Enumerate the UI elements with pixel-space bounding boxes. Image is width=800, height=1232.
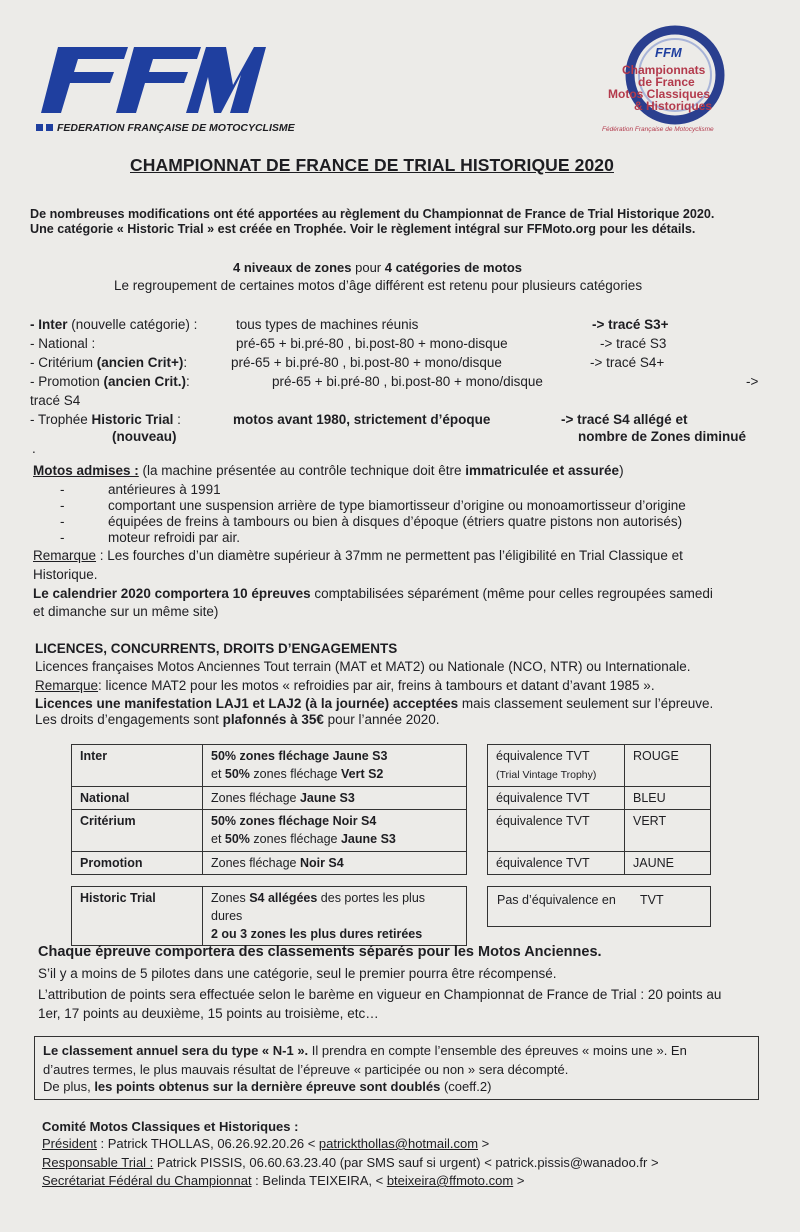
licences-line-3: Licences une manifestation LAJ1 et LAJ2 (à la journée) acceptées mais classement seulement sur l’épreuve. — [35, 696, 714, 711]
niveaux-sub: Le regroupement de certaines motos d’âge différent est retenu pour plusieurs catégories — [114, 278, 643, 293]
list-item: - moteur refroidi par air. — [60, 530, 241, 545]
cat-criterium-motos: pré-65 + bi.pré-80 , bi.post-80 + mono/disque — [231, 355, 502, 370]
cat-promotion-motos: pré-65 + bi.pré-80 , bi.post-80 + mono/disque — [272, 374, 543, 389]
table-row — [488, 852, 711, 875]
table-row — [72, 787, 467, 810]
table-cell: 50% zones fléchage Noir S4 et 50% zones fléchage Jaune S3 — [203, 810, 467, 852]
table-cell: Critérium — [72, 810, 203, 852]
table-cell: Inter — [72, 745, 203, 787]
championnats-logo-line: Championnats — [622, 63, 706, 77]
list-item: - comportant une suspension arrière de type biamortisseur d’origine ou monoamortisseur d’origine — [60, 498, 686, 513]
motos-admises-heading: Motos admises : (la machine présentée au contrôle technique doit être immatriculée et assurée) — [33, 463, 624, 478]
table-row — [72, 745, 467, 787]
comite-secretariat: Secrétariat Fédéral du Championnat : Belinda TEIXEIRA, < bteixeira@ffmoto.com > — [42, 1173, 525, 1188]
table-cell: Zones fléchage Jaune S3 — [203, 787, 467, 810]
annuel-line-2: d’autres termes, le plus mauvais résultat de l’épreuve « participée ou non » sera décompté. — [43, 1062, 569, 1077]
cat-promotion-trace: tracé S4 — [30, 393, 81, 408]
cat-trophee-nouveau: (nouveau) — [112, 429, 177, 444]
historic-tvt-label: TVT — [640, 893, 664, 907]
annuel-line-3: De plus, les points obtenus sur la dernière épreuve sont doublés (coeff.2) — [43, 1079, 492, 1094]
table-cell: BLEU — [625, 787, 711, 810]
table-row — [72, 810, 467, 852]
table-cell: équivalence TVT (Trial Vintage Trophy) — [488, 745, 625, 787]
table-row — [72, 852, 467, 875]
annuel-box — [34, 1036, 759, 1100]
page-title: CHAMPIONNAT DE FRANCE DE TRIAL HISTORIQUE 2020 — [130, 155, 614, 175]
niveaux-line: 4 niveaux de zones pour 4 catégories de motos — [233, 260, 523, 275]
historic-tvt-box — [487, 886, 711, 927]
cat-promotion-arrow: -> — [746, 374, 759, 389]
table-cell: JAUNE — [625, 852, 711, 875]
classements-line-3: 1er, 17 points au deuxième, 15 points au troisième, etc… — [38, 1006, 379, 1021]
remarque-fourches-2: Historique. — [33, 567, 98, 582]
calendrier-line: Le calendrier 2020 comportera 10 épreuves comptabilisées séparément (même pour celles regroupées samedi — [33, 586, 713, 601]
zones-table — [71, 744, 467, 875]
ffm-logo-text: FFM — [36, 45, 39, 46]
licences-heading: LICENCES, CONCURRENTS, DROITS D’ENGAGEMENTS — [35, 641, 398, 656]
table-cell: équivalence TVT — [488, 810, 625, 852]
secretariat-email-link[interactable]: bteixeira@ffmoto.com — [386, 1173, 514, 1188]
list-item: - équipées de freins à tambours ou bien à disques d’époque (étriers quatre pistons non autorisés) — [60, 514, 683, 529]
cat-trophee-label: - Trophée Historic Trial : — [30, 412, 181, 427]
table-cell: Zones S4 allégées des portes les plus dures 2 ou 3 zones les plus dures retirées — [203, 887, 467, 946]
championnats-logo — [600, 25, 760, 135]
cat-promotion-label: - Promotion (ancien Crit.): — [30, 374, 190, 389]
list-item: - antérieures à 1991 — [60, 482, 221, 497]
ffm-logo — [36, 45, 266, 115]
championnats-logo-line: de France — [638, 75, 695, 89]
stray-dot: . — [32, 441, 36, 456]
intro-line-1: De nombreuses modifications ont été apportées au règlement du Championnat de France de Trial Historique 2020. — [30, 207, 715, 221]
championnats-logo-line: Motos Classiques — [608, 87, 711, 101]
historic-table — [71, 886, 467, 946]
championnats-logo-footer: Fédération Française de Motocyclisme — [602, 126, 714, 133]
licences-remarque: Remarque: licence MAT2 pour les motos « refroidies par air, freins à tambours et datant d’avant 1985 ». — [35, 678, 655, 693]
comite-responsable: Responsable Trial : Patrick PISSIS, 06.60.63.23.40 (par SMS sauf si urgent) < patrick.pissis@wanadoo.fr > — [42, 1155, 659, 1170]
cat-trophee-motos: motos avant 1980, strictement d’époque — [233, 412, 491, 427]
table-cell: équivalence TVT — [488, 852, 625, 875]
table-cell: équivalence TVT — [488, 787, 625, 810]
table-row — [488, 787, 711, 810]
cat-trophee-trace-1: -> tracé S4 allégé et — [561, 412, 688, 427]
classements-line-2: L’attribution de points sera effectuée selon le barème en vigueur en Championnat de France de Trial : 20 points au — [38, 987, 722, 1002]
table-row — [488, 745, 711, 787]
cat-inter-trace: -> tracé S3+ — [592, 317, 669, 332]
table-row — [488, 810, 711, 852]
cat-criterium-trace: -> tracé S4+ — [590, 355, 665, 370]
intro-line-2: Une catégorie « Historic Trial » est créée en Trophée. Voir le règlement intégral sur FFMoto.org pour les détails. — [30, 222, 696, 236]
championnats-logo-abbr: FFM — [655, 45, 682, 60]
annuel-line-1: Le classement annuel sera du type « N-1 ». Il prendra en compte l’ensemble des épreuves « moins une ». En — [43, 1043, 687, 1058]
licences-line-4: Les droits d’engagements sont plafonnés à 35€ pour l’année 2020. — [35, 712, 440, 727]
tvt-table — [487, 744, 711, 875]
remarque-fourches: Remarque : Les fourches d’un diamètre supérieur à 37mm ne permettent pas l’éligibilité en Trial Classique et — [33, 548, 683, 563]
ffm-subtitle: FEDERATION FRANÇAISE DE MOTOCYCLISME — [36, 120, 295, 137]
table-cell: Zones fléchage Noir S4 — [203, 852, 467, 875]
table-row — [72, 887, 467, 946]
comite-president: Président : Patrick THOLLAS, 06.26.92.20.26 < patrickthollas@hotmail.com > — [42, 1136, 490, 1151]
cat-national-motos: pré-65 + bi.pré-80 , bi.post-80 + mono-disque — [236, 336, 508, 351]
table-cell: Historic Trial — [72, 887, 203, 946]
cat-national-trace: -> tracé S3 — [600, 336, 667, 351]
cat-national-label: - National : — [30, 336, 96, 351]
historic-tvt-text: Pas d’équivalence en — [497, 893, 616, 907]
cat-inter-motos: tous types de machines réunis — [236, 317, 419, 332]
classements-heading: Chaque épreuve comportera des classements séparés pour les Motos Anciennes. — [38, 944, 602, 960]
table-cell: VERT — [625, 810, 711, 852]
table-cell: 50% zones fléchage Jaune S3 et 50% zones fléchage Vert S2 — [203, 745, 467, 787]
cat-trophee-trace-2: nombre de Zones diminué — [578, 429, 747, 444]
licences-line-1: Licences françaises Motos Anciennes Tout terrain (MAT et MAT2) ou Nationale (NCO, NTR) ou Internationale. — [35, 659, 691, 674]
table-cell: ROUGE — [625, 745, 711, 787]
cat-inter-label: - Inter (nouvelle catégorie) : — [30, 317, 198, 332]
cat-criterium-label: - Critérium (ancien Crit+): — [30, 355, 188, 370]
table-cell: Promotion — [72, 852, 203, 875]
president-email-link[interactable]: patrickthollas@hotmail.com — [318, 1136, 479, 1151]
championnats-logo-line: & Historiques — [634, 99, 713, 113]
classements-line-1: S’il y a moins de 5 pilotes dans une catégorie, seul le premier pourra être récompensé. — [38, 966, 557, 981]
comite-heading: Comité Motos Classiques et Historiques : — [42, 1119, 299, 1134]
table-cell: National — [72, 787, 203, 810]
calendrier-line-2: et dimanche sur un même site) — [33, 604, 219, 619]
